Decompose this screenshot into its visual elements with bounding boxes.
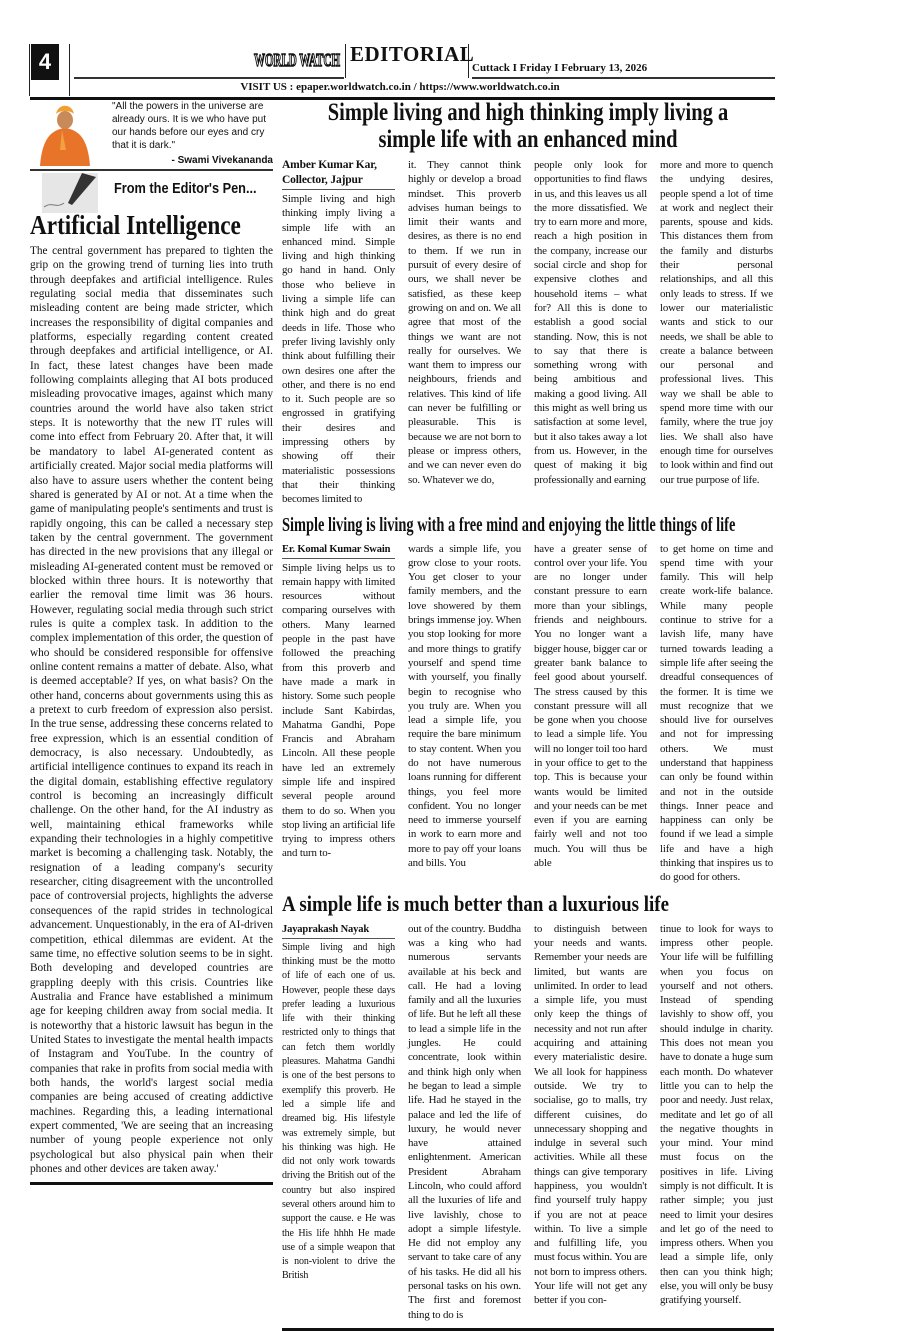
quote-block bbox=[30, 100, 273, 167]
left-column bbox=[30, 100, 273, 1185]
article-3-column-3: to distinguish between your needs and wants. Remember your needs are limited, but wants are unlimited. In order to lead a simple life, you must only keep the things of necessity and not run after acquiring and attaining every materialistic desire. We all look for happiness outside. We try to socialise, go to malls, try different cuisines, do unnecessary shopping and indulge in several such activities. While all these things can give temporary happiness, you wouldn't find yourself truly happy if you are not at peace within. To live a simple and fulfilling life, you must focus within. You are not born to impress others. Your life will not get any better if you con- bbox=[534, 922, 647, 1307]
editors-pen-label: From the Editor's Pen... bbox=[114, 180, 257, 197]
article-3-byline: Jayaprakash Nayak bbox=[282, 922, 395, 939]
article-2-column-1 bbox=[282, 542, 395, 861]
article-3-column-2: out of the country. Buddha was a king who had numerous servants available at his beck and call. He had a loving family and all the luxuries of life. But he left all these to lead a simple life in the jungles. He could concentrate, look within and think high only when he began to lead a simple life. Had he stayed in the palace and led the life of luxury, he would never have attained enlightenment. American President Abraham Lincoln, who could afford all the luxuries of life and live lavishly, chose to adopt a simple lifestyle. He did not employ any servant to take care of any of his tasks. He did all his personal tasks on his own. The first and foremost thing to do is bbox=[408, 922, 521, 1321]
article-3-column-4: tinue to look for ways to impress other people. Your life will be fulfilling when you focus on yourself and not others. Instead of spending lavishly to show off, you should indulge in charity. This does not mean you have to donate a huge sum each month. Do whatever little you can to help the poor and needy. Just relax, meditate and let go of all the negative thoughts in your mind. Your mind must focus on the positives in life. Living simply is not difficult. It is rather simple; you just need to limit your desires and let go of the need to impress others. When you lead a simple life, only then can you think high; else, you will only be busy gratifying yourself. bbox=[660, 922, 773, 1307]
quote-text: "All the powers in the universe are already ours. It is we who have put our hands before our eyes and cry that it is dark." bbox=[112, 101, 266, 151]
article-2-body bbox=[282, 542, 774, 885]
column-text: Simple living helps us to remain happy with limited resources without comparing ourselves with others. Many learned people in the past have followed the preaching from this proverb and have made a mark in history. Some such people include Sant Kabirdas, Mahatma Gandhi, Pope Francis and Abraham Lincoln. All these people have led an extremely simple life and inspired several people around them to do so. When you stop living an artificial life trying to impress others and turn to- bbox=[282, 561, 395, 860]
article-1-column-3: people only look for opportunities to find flaws in us, and this leaves us all the more dissatisfied. We try to earn more and more, reach a high position in the company, increase our social circle and shop for expensive clothes and household items – what for? All this is done to establish a good social standing. Now, this is not to say that there is something wrong with being ambitious and making a good living. All this might as well bring us satisfaction at some level, but it also takes away a lot from us. However, in the quest of making it big professionally and earning bbox=[534, 159, 647, 486]
logo-text: WORLD WATCH bbox=[254, 50, 340, 70]
article-2-byline: Er. Komal Kumar Swain bbox=[282, 542, 395, 559]
article-1-byline: Amber Kumar Kar, Collector, Jajpur bbox=[282, 158, 395, 190]
page-number: 4 bbox=[31, 44, 59, 80]
article-1-column-1 bbox=[282, 158, 395, 507]
column-text: Simple living and high thinking imply living a simple life with an enhanced mind. Simple living and high thinking go hand in hand. Only those who believe in living a simple life can think high and do great deeds in life. Those who prefer living lavishly only think about fulfilling their own desires one after the other, and there is no end to it. Such people are so engrossed in gratifying their desires and impressing others by showing off their materialistic possessions that their thinking becomes limited to bbox=[282, 193, 395, 506]
visit-links[interactable]: VISIT US : epaper.worldwatch.co.in / https://www.worldwatch.co.in bbox=[240, 81, 560, 93]
article-2-column-2: wards a simple life, you grow close to your roots. You get closer to your family members, and the love showered by them brings immense joy. When you stop looking for more and more things to gratify yourself and spend time with yourself, you finally begin to recognise who you truly are. When you lead a simple life, you require the bare minimum to stay content. When you do not have numerous loans running for different things, you feel more confident. You no longer need to immerse yourself in work to earn more and more to pay off your loans and bills. You bbox=[408, 542, 521, 870]
divider bbox=[30, 169, 273, 171]
article-1-column-4: more and more to quench the undying desires, people spend a lot of time at work and neglect their parents, spouse and kids. This distances them from the family and disturbs their personal relationships, and all this only leads to stress. If we lower our materialistic wants and stick to our needs, we shall be able to create a balance between our personal and professional lives. This way we shall be able to spend more time with our family, where the true joy lies. We shall also have enough time for ourselves to look within and find out our true purpose of life. bbox=[660, 159, 773, 486]
divider bbox=[345, 44, 346, 78]
vivekananda-portrait bbox=[36, 100, 94, 166]
editorial-body: The central government has prepared to tighten the grip on the growing trend of turning lies into truth through deepfakes and artificial intelligence. Rules regulating social media that disseminates such misleading content are being made stricter, which increases the responsibility of digital companies and platforms, especially regarding content created through deepfakes and artificial intelligence, or AI. In fact, these latest changes have been made following complaints alleging that AI bots produced misleading provocative images, against which many countries around the world have also taken strict steps. It is noteworthy that the new IT rules will come into effect from February 20. After that, it will be mandatory to label AI-generated content as artificially created. Major social media platforms will also have to assure users whether the content being shared is generated by AI or not. At a time when the game of manipulating people's sentiments and trust is rapidly ongoing, this can be called a necessary step taken by the central government. The government has directed in the new provisions that any illegal or misleading AI-generated content must be removed or blocked within three hours. It is noteworthy that earlier the removal time limit was 36 hours. However, regulating social media through such strict rules is quite a complex task. In addition to the complex implementation of this order, the question of who should be considered responsible for offensive online content remains a matter of debate. Also, what is deemed acceptable? If yes, on what basis? On the other hand, concerns about governments using this as a pretext to curb freedom of expression also persist. In the true sense, addressing these concerns related to free expression, which is an essential condition of democracy, is also necessary. Undoubtedly, as artificial intelligence continues to expand its reach in the digital domain, establishing effective regulatory control is becoming an increasingly difficult challenge. On the other hand, for the AI industry as well, maintaining ethical frameworks while expanding their technologies in a highly competitive market is becoming a challenging task. Notably, the resignation of a leading company's security researcher, citing disagreement with the uncontrolled pace of controversial projects, highlights the adverse consequences of the rapid strides in technological advancement. Unquestionably, in the era of AI-driven competition, ethical dilemmas are evident. At the same time, no effective solution seems to be in sight. Both developing and developed countries are grappling deeply with this crisis. Countries like Australia and France have established a minimum age for keeping children away from social media. It is noteworthy that a historic lawsuit has begun in the United States to investigate the mental health impacts of Instagram and YouTube. In the country of companies that rake in profits from social media with both hands, the world's largest social media companies are being accused of creating addictive machines. Regarding this, a leading international expert commented, 'We are seeing that an increasing number of young people experience not only psychological but also physical pain when their phones and other devices are taken away.' bbox=[30, 245, 274, 1175]
article-1-body bbox=[282, 158, 774, 507]
divider bbox=[30, 1182, 273, 1185]
articles-area bbox=[282, 99, 774, 1331]
article-1-column-2: it. They cannot think highly or develop a broad mindset. This proverb advises human beings to limit their wants and desires, as there is no end to them. If we run in pursuit of every desire of ours, we shall never be satisfied, as these keep growing on and on. We all agree that most of the things we want are not really for ourselves. We want them to impress our neighbours, friends and relatives. This kind of life can never be fulfilling or pleasurable. This is because we are not born to please or impress others, and we can never even do so. Whatever we do, bbox=[408, 159, 521, 486]
divider bbox=[472, 77, 775, 79]
article-3-body bbox=[282, 922, 774, 1322]
article-3-column-1 bbox=[282, 922, 395, 1284]
pen-image bbox=[42, 173, 98, 213]
article-2-column-4: to get home on time and spend time with your family. This will help create work-life balance. While many people continue to strive for a lavish life, many have turned towards leading a simple life after seeing the dreadful consequences of the former. It is time we must recognize that we should live for ourselves and not for impressing others. We must understand that happiness can only be found within and not in the outside things. Inner peace and happiness can only be found if we lead a simple life and have a high thinking that inspires us to do good for others. bbox=[660, 542, 773, 884]
column-text: Simple living and high thinking must be the motto of life of each one of us. However, people these days prefer leading a luxurious life with their thinking restricted only to things that can fetch them worldly pleasures. Mahatma Gandhi is one of the best persons to exemplify this proverb. He led a simple life and dreamed big. His lifestyle was extremely simple, but his thinking was high. He did not only work towards driving the British out of the country but also inspired several others around him to support the cause. e He was the His life hhhh He made use of a simple weapon that is non-violent to drive the British bbox=[282, 941, 395, 1282]
dateline: Cuttack I Friday I February 13, 2026 bbox=[472, 62, 648, 74]
quote-author: - Swami Vivekananda bbox=[171, 155, 273, 166]
article-1-headline: Simple living and high thinking imply living a simple life with an enhanced mind bbox=[327, 99, 729, 153]
world-watch-logo bbox=[252, 40, 344, 78]
section-title: EDITORIAL bbox=[350, 42, 475, 66]
editors-pen-block bbox=[30, 173, 273, 213]
editorial-headline: Artificial Intelligence bbox=[30, 210, 241, 240]
article-2-headline: Simple living is living with a free mind and enjoying the little things of life bbox=[282, 513, 736, 536]
quote-box bbox=[112, 100, 273, 167]
article-3-headline: A simple life is much better than a luxurious life bbox=[282, 890, 669, 916]
article-2-column-3: have a greater sense of control over your life. You are no longer under constant pressure to earn more than your siblings, friends and neighbours. You no longer want a bigger house, bigger car or greater bank balance to feel good about yourself. The stress caused by this constant pressure will all be gone when you choose to lead a simple life. You will no longer toil too hard in your office to get to the top. This is because your wants would be limited and your needs can be met even if you are earning fairly well and not too much. You will thus be able bbox=[534, 542, 647, 870]
